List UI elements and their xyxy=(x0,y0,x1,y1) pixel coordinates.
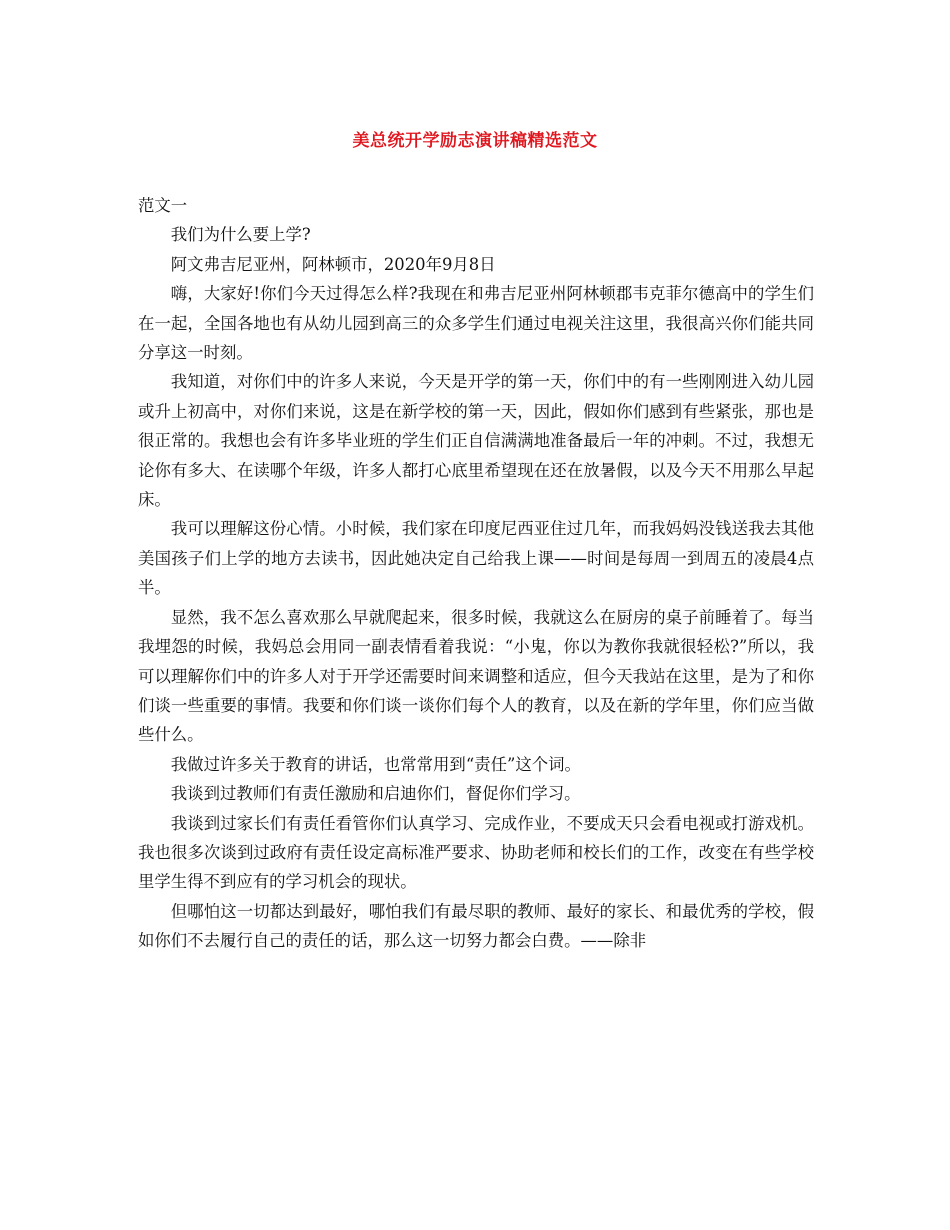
paragraph: 我谈到过家长们有责任看管你们认真学习、完成作业，不要成天只会看电视或打游戏机。我也很多次谈到过政府有责任设定高标准严要求、协助老师和校长们的工作，改变在有些学校里学生得不到应有的学习机会的现状。 xyxy=(138,813,814,892)
paragraph-question: 我们为什么要上学? xyxy=(170,225,311,245)
paragraph: 嗨，大家好!你们今天过得怎么样?我现在和弗吉尼亚州阿林顿郡韦克菲尔德高中的学生们在一起，全国各地也有从幼儿园到高三的众多学生们通过电视关注这里，我很高兴你们能共同分享这一时刻。 xyxy=(138,284,814,363)
paragraph-dateline: 阿文弗吉尼亚州，阿林顿市，2020年9月8日 xyxy=(170,254,496,274)
paragraph: 但哪怕这一切都达到最好，哪怕我们有最尽职的教师、最好的家长、和最优秀的学校，假如你们不去履行自己的责任的话，那么这一切努力都会白费。——除非 xyxy=(138,901,814,951)
document-title: 美总统开学励志演讲稿精选范文 xyxy=(352,131,598,151)
paragraph: 我知道，对你们中的许多人来说，今天是开学的第一天，你们中的有一些刚刚进入幼儿园或升上初高中，对你们来说，这是在新学校的第一天，因此，假如你们感到有些紧张，那也是很正常的。我想也会有许多毕业班的学生们正自信满满地准备最后一年的冲刺。不过，我想无论你有多大、在读哪个年级，许多人都打心底里希望现在还在放暑假，以及今天不用那么早起床。 xyxy=(138,372,814,510)
paragraph: 我可以理解这份心情。小时候，我们家在印度尼西亚住过几年，而我妈妈没钱送我去其他美国孩子们上学的地方去读书，因此她决定自己给我上课——时间是每周一到周五的凌晨4点半。 xyxy=(138,519,814,598)
paragraph: 我做过许多关于教育的讲话，也常常用到“责任”这个词。 xyxy=(170,754,581,774)
paragraph: 显然，我不怎么喜欢那么早就爬起来，很多时候，我就这么在厨房的桌子前睡着了。每当我埋怨的时候，我妈总会用同一副表情看着我说：“小鬼，你以为教你我就很轻松?”所以，我可以理解你们中的许多人对于开学还需要时间来调整和适应，但今天我站在这里，是为了和你们谈一些重要的事情。我要和你们谈一谈你们每个人的教育，以及在新的学年里，你们应当做些什么。 xyxy=(138,607,814,745)
document-body xyxy=(138,191,814,956)
paragraph: 我谈到过教师们有责任激励和启迪你们，督促你们学习。 xyxy=(170,784,581,804)
section-label: 范文一 xyxy=(138,196,188,215)
